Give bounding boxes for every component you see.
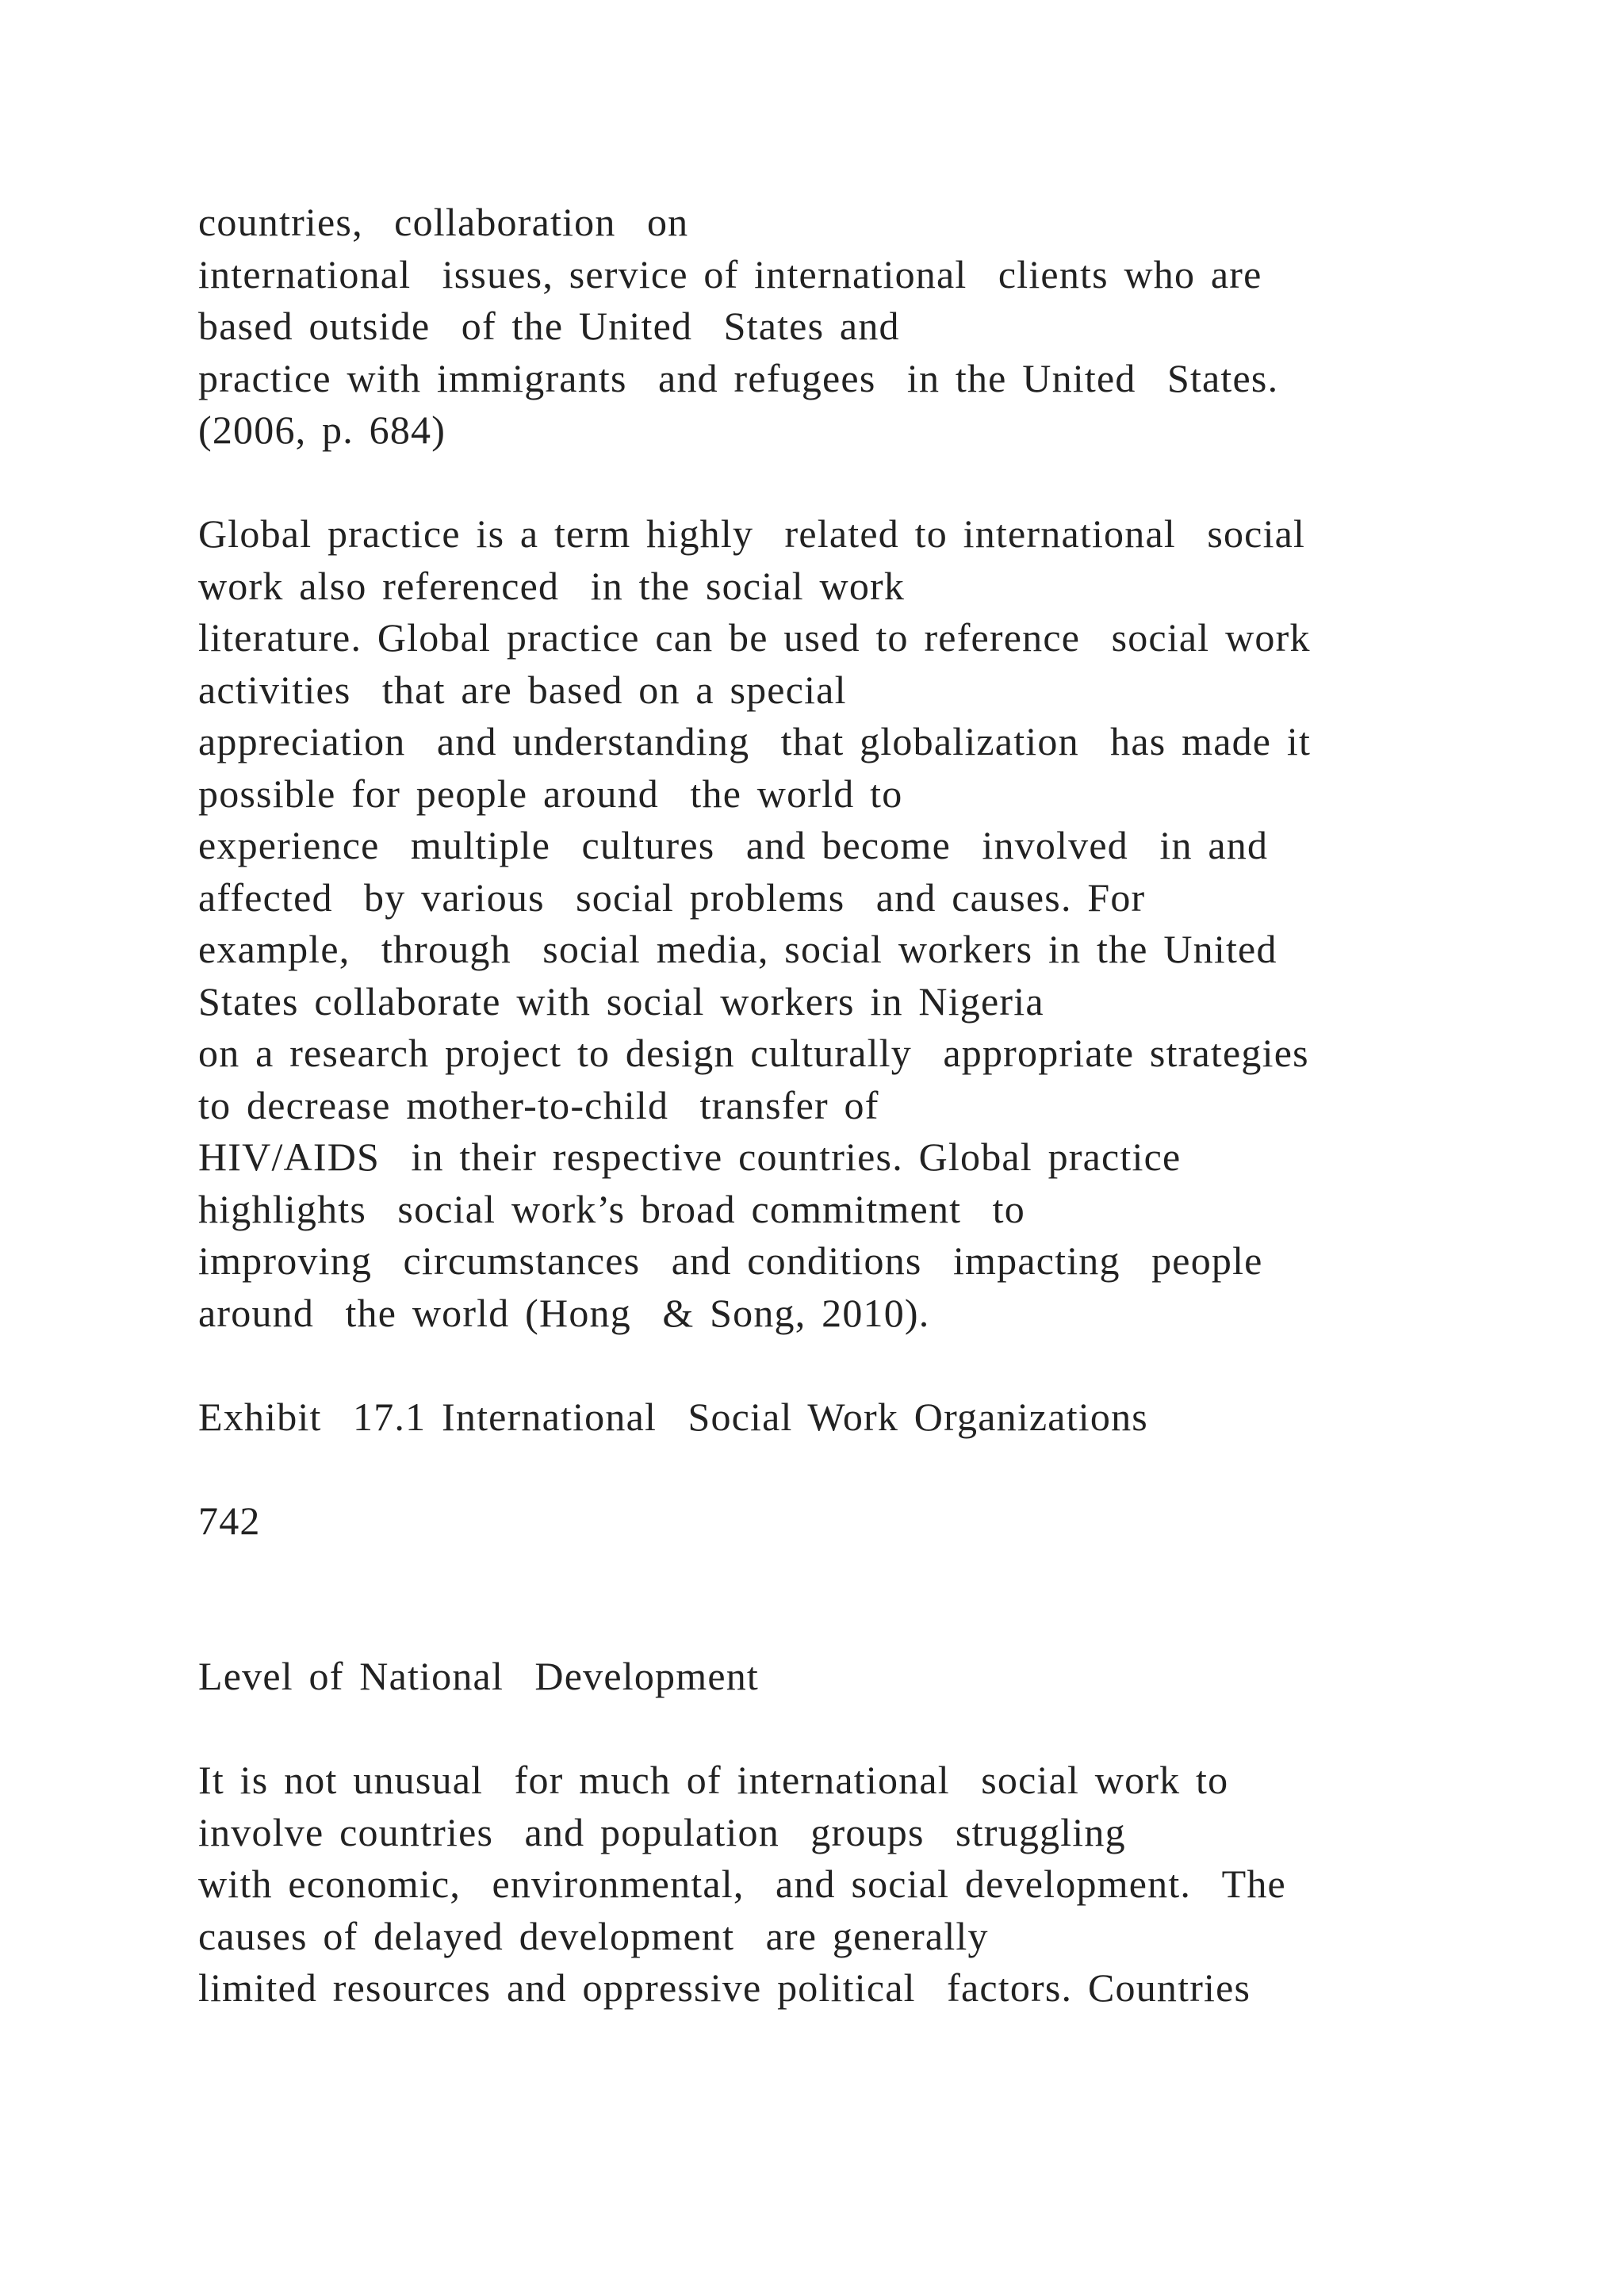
text-line: affected by various social problems and causes. For [198, 874, 1146, 920]
citation-line: (2006, p. 684) [198, 408, 446, 452]
text-line: international issues, service of international clients who are [198, 251, 1262, 297]
exhibit-caption: Exhibit 17.1 International Social Work Organizations [198, 1394, 1148, 1439]
text-line: involve countries and population groups struggling [198, 1809, 1126, 1854]
text-line: causes of delayed development are generally [198, 1913, 989, 1958]
text-line: highlights social work’s broad commitment to [198, 1186, 1025, 1231]
text-line: experience multiple cultures and become involved in and [198, 823, 1269, 867]
text-line: based outside of the United States and [198, 304, 900, 348]
text-line: possible for people around the world to [198, 771, 903, 816]
document-page [198, 197, 1546, 2015]
text-line: improving circumstances and conditions impacting people [198, 1238, 1263, 1283]
text-line: countries, collaboration on [198, 200, 689, 244]
text-line: States collaborate with social workers in Nigeria [198, 978, 1044, 1024]
text-line: literature. Global practice can be used to reference social work [198, 615, 1311, 660]
text-line: with economic, environmental, and social development. The [198, 1862, 1286, 1906]
text-line: around the world (Hong & Song, 2010). [198, 1290, 930, 1335]
text-line: limited resources and oppressive political factors. Countries [198, 1965, 1251, 2010]
text-line: practice with immigrants and refugees in the United States. [198, 355, 1279, 400]
text-line: activities that are based on a special [198, 667, 847, 712]
text-line: to decrease mother-to-child transfer of [198, 1082, 879, 1127]
paragraph-quote-end [198, 197, 1546, 457]
text-line: appreciation and understanding that globalization has made it [198, 719, 1312, 763]
text-line: HIV/AIDS in their respective countries. Global practice [198, 1135, 1182, 1179]
page-number: 742 [198, 1498, 261, 1543]
text-line: It is not unusual for much of international social work to [198, 1758, 1229, 1802]
text-line: on a research project to design culturally appropriate strategies [198, 1031, 1309, 1075]
text-line: Global practice is a term highly related to international social [198, 511, 1306, 556]
text-line: work also referenced in the social work [198, 563, 906, 608]
paragraph-global-practice [198, 508, 1546, 1339]
paragraph-national-development [198, 1755, 1546, 2015]
text-line: example, through social media, social workers in the United [198, 927, 1277, 971]
section-heading: Level of National Development [198, 1654, 759, 1698]
